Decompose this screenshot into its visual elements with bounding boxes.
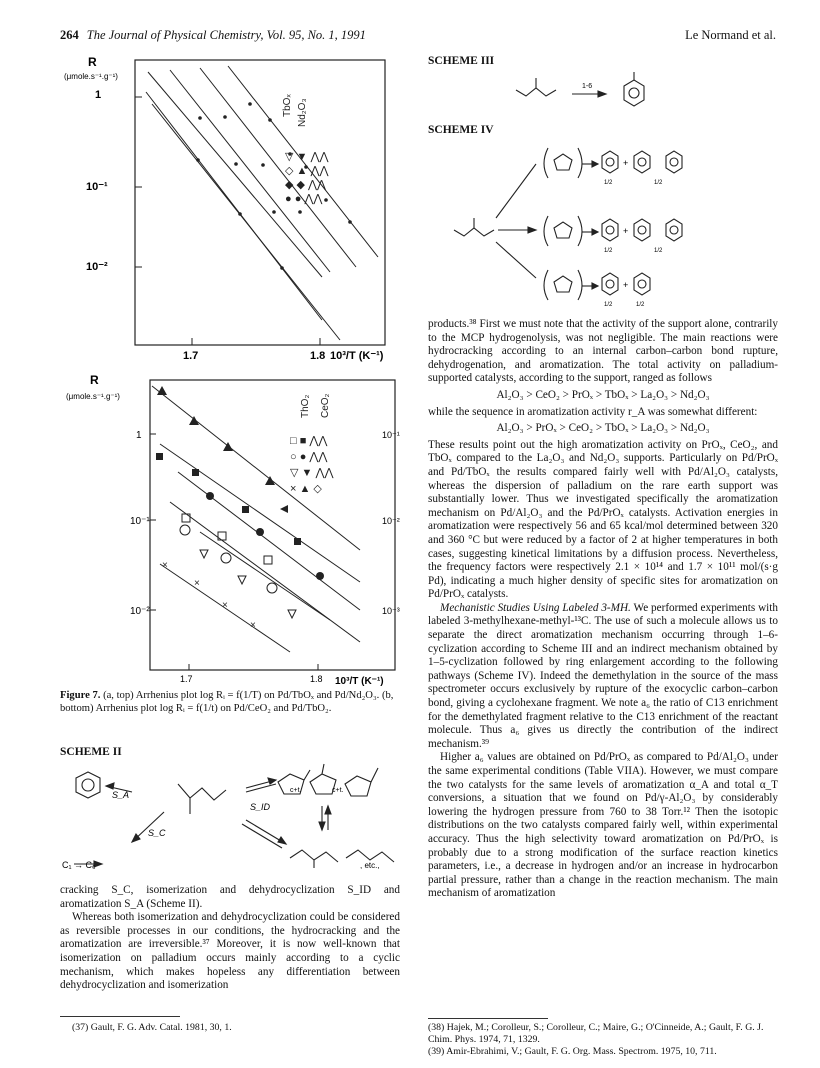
svg-text:▽ ▼ ⋀⋀: ▽ ▼ ⋀⋀ — [290, 467, 334, 479]
fig7b-legend-tho2: ThO₂ — [300, 394, 311, 418]
right-footnote-rule — [428, 1018, 548, 1019]
svg-text:◇ ▲ ⋀⋀: ◇ ▲ ⋀⋀ — [285, 165, 329, 177]
scheme-iv-frac-6: 1/2 — [636, 302, 645, 308]
left-column-text — [60, 884, 400, 993]
journal-title: The Journal of Physical Chemistry, Vol. 95, No. 1, 1991 — [86, 28, 366, 42]
fig7a-ylabel-unit: (μmole.s⁻¹.g⁻¹) — [64, 72, 118, 81]
fig7a-xtick-2: 1.8 — [310, 350, 326, 362]
svg-text:+: + — [623, 158, 629, 168]
fig7a-ylabel: R — [88, 55, 97, 69]
right-paragraph-4: We performed experiments with labeled 3-methylhexane-methyl-¹³C. The use of such a molecule allows us to separate the direct aromatization mechanism occurring through 1–6-cyclization according to Scheme III and an indirect mechanism obtained by 1–5-cyclization followed by ring enlargement according to the following pathways (Scheme IV). Indeed the demethylation in the source of the mass spectrometer occurs exclusively by rupture of the exocyclic carbon–carbon bond, giving a cyclohexane fragment. We note a₆ the ratio of C13 enrichment for the demethylated fragment relative to the C13 enrichment of the reactant molecule. Thus a₆ gives us directly the contribution of the indirect mechanism.³⁹ — [428, 601, 778, 750]
scheme-ii-diagram — [60, 762, 405, 877]
figure-7b-arrhenius-plot — [60, 372, 405, 687]
scheme-ii-label-ct-1: c+t. — [290, 787, 302, 794]
scheme-iii-diagram — [510, 70, 670, 112]
scheme-iii-title: SCHEME III — [428, 55, 495, 67]
fig7b-rtick-2: 10⁻² — [382, 516, 400, 526]
scheme-iii-arrow-label: 1-6 — [582, 83, 593, 90]
scheme-ii-label-sid: S_ID — [250, 802, 271, 812]
fig7b-rtick-3: 10⁻³ — [382, 606, 400, 616]
section-subheading: Mechanistic Studies Using Labeled 3-MH. — [440, 601, 631, 614]
footnote-37: (37) Gault, F. G. Adv. Catal. 1981, 30, 1. — [72, 1022, 232, 1033]
right-paragraph-2: while the sequence in aromatization activity r_A was somewhat different: — [428, 405, 758, 418]
footnotes-right — [428, 1022, 780, 1058]
right-paragraph-1: products.³⁸ First we must note that the activity of the support alone, contrarily to the MCP hydrogenolysis, was not negligible. The main reactions were hydrocracking according to an internal carbon–carbon bond rupture, dehydrogenation, and aromatization. The total activity on palladium-supported catalysts, according to the support, ranged as follows — [428, 318, 778, 385]
scheme-ii-label-c1c6: C₁ → C₆ — [62, 860, 96, 870]
right-paragraph-5: Higher a₆ values are obtained on Pd/PrOₓ as compared to Pd/Al₂O₃ under the same experimental conditions (Table VIIA). However, we must compare the two catalysts for the same levels of aromatization α_A and total α_T conversions, a situation that we found on Pd/γ-Al₂O₃ by considerably lowering the hydrogen pressure from 760 to 38 Torr.¹² Then the isotopic distributions on the two catalysts compared fairly well, within experimental accuracy. Thus the high selectivity toward aromatization on Pd/PrOₓ is probably due to a strong modification of the surface reaction kinetics parameters, i.e., a decrease in hydrogen and/or an increase in hydrocarbon partial pressure, rather than a change in the reaction mechanism. The main mechanism of aromatization — [428, 751, 778, 900]
fig7b-legend-ceo2: CeO₂ — [320, 393, 331, 418]
svg-text:+: + — [623, 226, 629, 236]
activity-sequence-aromatization: Al₂O₃ > PrOₓ > CeO₂ > TbOₓ > La₂O₃ > Nd₂O₃ — [496, 422, 710, 435]
scheme-iv-frac-1: 1/2 — [604, 180, 613, 186]
svg-text:× ▲ ◇: × ▲ ◇ — [290, 483, 322, 495]
fig7a-ytick-3: 10⁻² — [86, 261, 108, 273]
fig7a-legend-tbox: TbOₓ — [282, 94, 293, 117]
right-column-text — [428, 318, 778, 901]
svg-text:+: + — [623, 280, 629, 290]
scheme-iv-frac-5: 1/2 — [604, 302, 613, 308]
page-number: 264 — [60, 28, 79, 42]
footnote-39: (39) Amir-Ebrahimi, V.; Gault, F. G. Org. Mass. Spectrom. 1975, 10, 711. — [428, 1046, 717, 1057]
svg-text:◆ ◆ ⋀⋀: ◆ ◆ ⋀⋀ — [285, 179, 327, 191]
scheme-ii-label-ct-2: c+t. — [332, 787, 344, 794]
header-authors: Le Normand et al. — [685, 28, 776, 42]
svg-text:×: × — [222, 600, 228, 611]
footnote-38: (38) Hajek, M.; Corolleur, S.; Corolleur, C.; Maire, G.; O'Cinneide, A.; Gault, F. G. J. Chim. Phys. 1974, 71, 1329. — [428, 1022, 764, 1045]
fig7b-xlabel: 10³/T (K⁻¹) — [335, 676, 384, 687]
caption-text: (a, top) Arrhenius plot log Rᵢ = f(1/T) on Pd/TbOₓ and Pd/Nd₂O₃. (b, bottom) Arrhenius plot log Rᵢ = f(1/t) on Pd/CeO₂ and Pd/TbO₂. — [60, 690, 394, 714]
fig7b-xtick-1: 1.7 — [180, 674, 193, 684]
fig7a-legend-nd2o3: Nd₂O₃ — [297, 98, 308, 127]
scheme-iv-diagram — [440, 138, 740, 310]
activity-sequence-total: Al₂O₃ > CeO₂ > PrOₓ > TbOₓ > La₂O₃ > Nd₂O₃ — [496, 388, 710, 401]
svg-text:×: × — [194, 578, 200, 589]
left-paragraph-1: cracking S_C, isomerization and dehydrocyclization S_ID and aromatization S_A (Scheme II). — [60, 884, 400, 910]
fig7b-ytick-3: 10⁻² — [130, 606, 150, 617]
fig7a-ytick-1: 1 — [95, 89, 102, 101]
scheme-ii-label-sc: S_C — [148, 828, 166, 838]
left-paragraph-2: Whereas both isomerization and dehydrocyclization could be considered as reversible processes in our conditions, the hydrocracking and the aromatization are irreversible.³⁷ Moreover, it is now well-known that isomerization on palladium occurs mainly according to a cyclic mechanism, which makes hopeless any differentiation between dehydrocyclization and isomerization — [60, 911, 400, 992]
right-paragraph-3: These results point out the high aromatization activity on PrOₓ, CeO₂, and TbOₓ compared to the La₂O₃ and Nd₂O₃ supports. Particularly on Pd/PrOₓ and Pd/TbOₓ the results compared fairly well with Pd/Al₂O₃ catalysts, whereas the dispersion of palladium on the rare earth support was substantially lower. Thus we investigated specifically the aromatization mechanism on Pd/Al₂O₃ and the Pd/PrOₓ catalysts. Activation energies in aromatization were respectively 56 and 65 kcal/mol determined between 320 and 360 °C but were reduced by a factor of 2 at higher temperatures in both cases, suggesting kinetical limitations by a diffusion process. Nevertheless, the frequency factors were respectively 2.1 × 10¹⁴ and 1.7 × 10¹¹ mol/(s·g Pd), indicating a much higher density of specific sites for aromatization on Pd/PrOₓ catalysts. — [428, 438, 778, 601]
scheme-iv-title: SCHEME IV — [428, 124, 494, 136]
svg-text:▽ ▼ ⋀⋀: ▽ ▼ ⋀⋀ — [285, 151, 329, 163]
caption-label: Figure 7. — [60, 690, 101, 701]
figure-7a-arrhenius-plot — [60, 52, 405, 362]
scheme-ii-label-etc: , etc., — [360, 861, 380, 870]
left-footnote-rule — [60, 1016, 180, 1017]
svg-text:● ● ⋀⋀: ● ● ⋀⋀ — [285, 193, 323, 205]
scheme-iv-frac-2: 1/2 — [654, 180, 663, 186]
fig7b-ytick-1: 1 — [136, 430, 142, 441]
running-header — [60, 28, 366, 43]
scheme-ii-label-sa: S_A — [112, 790, 130, 800]
fig7b-ytick-2: 10⁻¹ — [130, 516, 150, 527]
fig7b-xtick-2: 1.8 — [310, 674, 323, 684]
svg-text:○ ● ⋀⋀: ○ ● ⋀⋀ — [290, 451, 328, 463]
fig7a-xtick-1: 1.7 — [183, 350, 199, 362]
fig7b-ylabel-unit: (μmole.s⁻¹.g⁻¹) — [66, 392, 120, 401]
fig7a-xlabel: 10³/T (K⁻¹) — [330, 350, 384, 362]
fig7b-rtick-1: 10⁻¹ — [382, 430, 400, 440]
scheme-iv-frac-4: 1/2 — [654, 248, 663, 254]
scheme-ii-title: SCHEME II — [60, 746, 122, 758]
fig7b-ylabel: R — [90, 373, 99, 387]
scheme-iv-frac-3: 1/2 — [604, 248, 613, 254]
fig7a-ytick-2: 10⁻¹ — [86, 181, 108, 193]
svg-text:×: × — [250, 620, 256, 631]
figure-7-caption — [60, 690, 400, 715]
svg-text:×: × — [162, 560, 168, 571]
svg-text:□ ■ ⋀⋀: □ ■ ⋀⋀ — [290, 435, 328, 447]
